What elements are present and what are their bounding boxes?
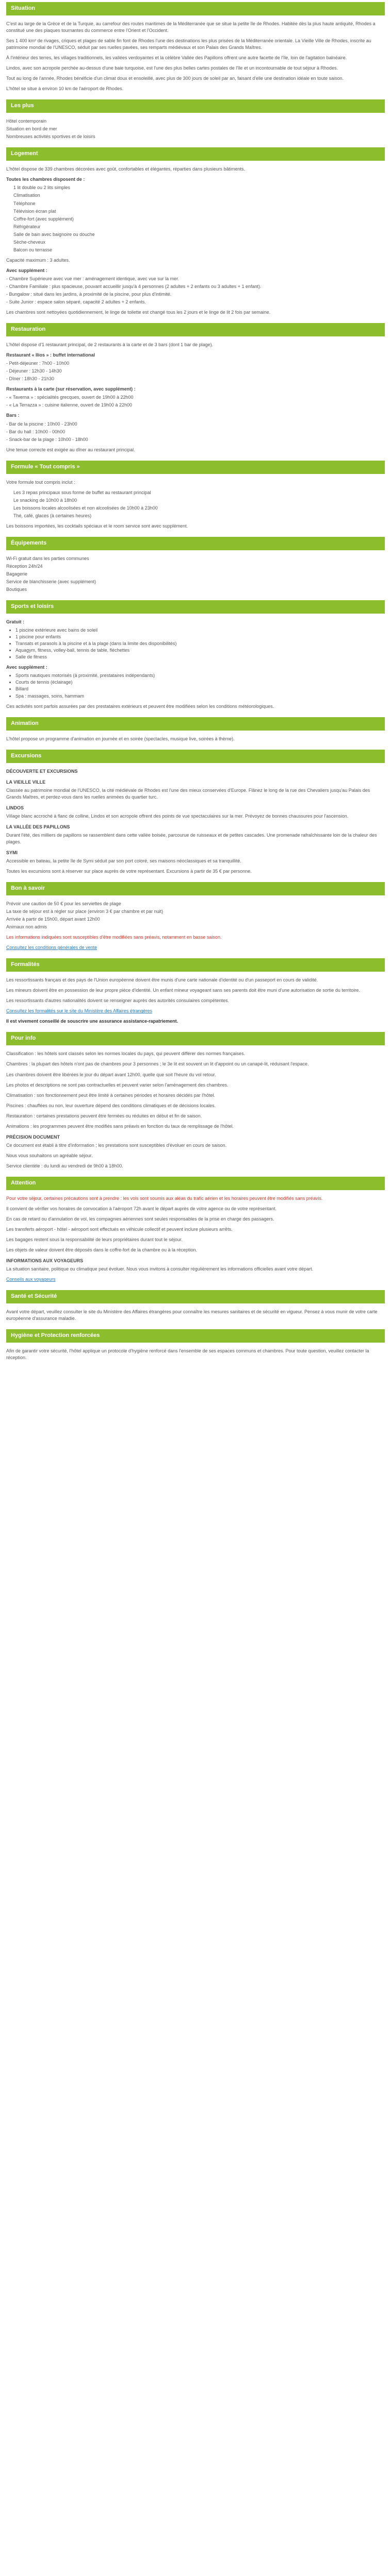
section-hygiene [6,1329,385,1361]
logement-item: Réfrigérateur [13,224,41,229]
les-plus-item: Hôtel contemporain [6,118,47,124]
les-plus-header: Les plus [6,99,385,113]
restaurant-hours: - Petit-déjeuner : 7h00 - 10h00 [6,361,70,366]
restaurant-title: Restaurant « Ilios » : buffet international [6,352,95,358]
section-logement [6,147,385,316]
excursion-title: LA VIEILLE VILLE [6,779,46,785]
hygiene-header: Hygiène et Protection renforcées [6,1329,385,1343]
situation-paragraph: Lindos, avec son acropole perchée au-dessus d'une baie turquoise, est l'une des plus belles cartes postales de l'île et un incontournable de tout séjour à Rhodes. [6,65,338,71]
excursion-title: SYMI [6,850,18,855]
excursion-text: Classée au patrimoine mondial de l'UNESCO, la cité médiévale de Rhodes est l'une des mieux conservées d'Europe. Flânez le long de la rue des Chevaliers jusqu'au Palais des Grands Maîtres, et perdez-vous dans les ruelles animées du quartier turc. [6,787,370,800]
logement-note: Les chambres sont nettoyées quotidiennement, le linge de toilette est changé tous les 2 jours et le linge de lit 2 fois par semaine. [6,310,271,315]
section-formalites [6,958,385,1025]
logement-item: Climatisation [13,193,40,198]
sports-note: Ces activités sont parfois assurées par des prestataires extérieurs et peuvent être modifiées selon les conditions météorologiques. [6,703,274,709]
bon-a-savoir-warning: Les informations indiquées sont susceptibles d'être modifiées sans préavis, notamment en basse saison. [6,935,222,940]
section-excursions [6,750,385,875]
equipement-item: Boutiques [6,587,27,592]
logement-capacity: Capacité maximum : 3 adultes. [6,257,70,263]
bon-a-savoir-header: Bon à savoir [6,882,385,895]
excursion-title: LA VALLÉE DES PAPILLONS [6,824,70,829]
excursions-note: Toutes les excursions sont à réserver sur place auprès de votre représentant. Excursions à partir de 35 € par personne. [6,869,252,874]
section-situation [6,2,385,92]
sports-paid-item: • Courts de tennis (éclairage) [15,679,385,686]
pour-info-paragraph: Restauration : certaines prestations peuvent être fermées ou réduites en début et fin de saison. [6,1113,202,1118]
section-equipements [6,537,385,593]
logement-item: Salle de bain avec baignoire ou douche [13,231,95,237]
formule-item: Thé, café, glaces (à certaines heures) [13,513,92,518]
equipement-item: Wi-Fi gratuit dans les parties communes [6,555,89,561]
pour-info-paragraph: Animations : les programmes peuvent être modifiés sans préavis en fonction du taux de remplissage de l'hôtel. [6,1123,234,1129]
sports-free-item: • Salle de fitness [15,654,385,660]
les-plus-item: Nombreuses activités sportives et de loisirs [6,134,95,140]
formalites-link[interactable]: Consultez les formalités sur le site du Ministère des Affaires étrangères [6,1008,152,1014]
bon-a-savoir-item: La taxe de séjour est à régler sur place (environ 3 € par chambre et par nuit) [6,909,164,914]
excursion-text: Accessible en bateau, la petite île de Symi séduit par son port coloré, ses maisons néoclassiques et sa tranquillité. [6,858,241,863]
animation-text: L'hôtel propose un programme d'animation en journée et en soirée (spectacles, musique live, soirées à thème). [6,736,235,741]
animation-header: Animation [6,717,385,731]
sports-paid-item: • Sports nautiques motorisés (à proximité, prestataires indépendants) [15,672,385,679]
bar-item: - Bar du hall : 10h00 - 00h00 [6,429,66,434]
sports-free-item: • 1 piscine extérieure avec bains de soleil [15,627,385,634]
excursion-text: Village blanc accroché à flanc de colline, Lindos et son acropole offrent des points de vue spectaculaires sur la mer. Prévoyez de bonnes chaussures pour l'ascension. [6,813,349,819]
pour-info-paragraph: Classification : les hôtels sont classés selon les normes locales du pays, qui peuvent différer des normes françaises. [6,1051,246,1057]
pour-info-paragraph: Les photos et descriptions ne sont pas contractuelles et peuvent varier selon l'aménagement des chambres. [6,1082,229,1088]
equipement-item: Bagagerie [6,571,28,577]
situation-paragraph: C'est au large de la Grèce et de la Turquie, au carrefour des routes maritimes de la Méditerranée que se situe la petite île de Rhodes. Habitée dès la plus haute antiquité, Rhodes a constitué une des plaques tournantes du commerce entre l'Orient et l'Occident. [6,21,376,33]
bon-a-savoir-item: Animaux non admis [6,924,47,930]
formalites-note: Il est vivement conseillé de souscrire une assurance assistance-rapatriement. [6,1019,178,1024]
formule-item: Les boissons locales alcoolisées et non alcoolisées de 10h00 à 23h00 [13,505,158,511]
formalites-intro: Les ressortissants français et des pays de l'Union européenne doivent être munis d'une carte nationale d'identité ou d'un passeport en cours de validité. [6,977,318,983]
section-animation [6,717,385,742]
logement-supplement: - Bungalow : situé dans les jardins, à proximité de la piscine, pour plus d'intimité. [6,292,172,297]
formule-item: Le snacking de 10h00 à 18h00 [13,497,77,503]
logement-item: Télévision écran plat [13,208,56,214]
sports-free-item: • 1 piscine pour enfants [15,634,385,640]
attention-paragraph: Les transferts aéroport - hôtel - aéroport sont effectués en véhicule collectif et peuvent inclure plusieurs arrêts. [6,1227,233,1232]
logement-item: Téléphone [13,200,36,206]
attention-paragraph: Les objets de valeur doivent être déposés dans le coffre-fort de la chambre ou à la réception. [6,1247,198,1253]
situation-paragraph: L'hôtel se situe à environ 10 km de l'aéroport de Rhodes. [6,86,124,92]
logement-supplement: - Chambre Familiale : plus spacieuse, pouvant accueillir jusqu'à 4 personnes (2 adultes + 2 enfants ou 3 adultes + 1 enfant). [6,283,262,289]
formule-header: Formule « Tout compris » [6,461,385,474]
sports-paid-title: Avec supplément : [6,665,47,670]
attention-info: La situation sanitaire, politique ou climatique peut évoluer. Nous vous invitons à consulter régulièrement les informations officielles avant votre départ. [6,1266,314,1272]
pour-info-contact: Service clientèle : du lundi au vendredi de 9h00 à 18h00. [6,1163,123,1168]
attention-header: Attention [6,1177,385,1190]
pour-info-paragraph: Les chambres doivent être libérées le jour du départ avant 12h00, quelle que soit l'heure du vol retour. [6,1072,216,1077]
alacarte-item: - « La Terrazza » : cuisine italienne, ouvert de 19h00 à 22h00 [6,402,132,408]
precision-text: Ce document est établi à titre d'information ; les prestations sont susceptibles d'évoluer en cours de saison. [6,1142,227,1148]
pour-info-closing: Nous vous souhaitons un agréable séjour. [6,1153,93,1158]
restauration-intro: L'hôtel dispose d'1 restaurant principal, de 2 restaurants à la carte et de 3 bars (dont 1 bar de plage). [6,342,214,348]
hygiene-text: Afin de garantir votre sécurité, l'hôtel applique un protocole d'hygiène renforcé dans l'ensemble de ses espaces communs et chambres. Pour toute question, veuillez contacter la réception. [6,1348,369,1361]
equipements-header: Équipements [6,537,385,550]
dress-code: Une tenue correcte est exigée au dîner au restaurant principal. [6,447,135,452]
formalites-other: Les ressortissants d'autres nationalités doivent se renseigner auprès des autorités consulaires compétentes. [6,998,229,1004]
section-attention [6,1177,385,1283]
precision-title: PRÉCISION DOCUMENT [6,1134,60,1140]
logement-standard-title: Toutes les chambres disposent de : [6,177,85,182]
excursions-header: Excursions [6,750,385,763]
situation-paragraph: Tout au long de l'année, Rhodes bénéficie d'un climat doux et ensoleillé, avec plus de 300 jours de soleil par an, faisant d'elle une destination idéale en toute saison. [6,76,344,81]
bon-a-savoir-item: Arrivée à partir de 15h00, départ avant 12h00 [6,917,100,922]
formule-item: Les 3 repas principaux sous forme de buffet au restaurant principal [13,489,151,495]
sports-free-item: • Transats et parasols à la piscine et à la plage (dans la limite des disponibilités) [15,640,385,647]
bon-a-savoir-item: Prévoir une caution de 50 € pour les serviettes de plage [6,901,121,907]
cgv-link[interactable]: Consultez les conditions générales de vente [6,945,97,951]
logement-item: Sèche-cheveux [13,239,46,245]
situation-paragraph: À l'intérieur des terres, les villages traditionnels, les vallées verdoyantes et la célèbre Vallée des Papillons offrent une autre facette de l'île, loin de l'agitation balnéaire. [6,55,347,61]
section-pour-info [6,1032,385,1170]
attention-paragraph: En cas de retard ou d'annulation de vol, les compagnies aériennes sont seules responsables de la prise en charge des passagers. [6,1216,274,1222]
logement-supplement: - Suite Junior : espace salon séparé, capacité 2 adultes + 2 enfants. [6,299,146,305]
attention-info-title: INFORMATIONS AUX VOYAGEURS [6,1258,84,1264]
bar-item: - Bar de la piscine : 10h00 - 23h00 [6,421,77,427]
logement-supplements-title: Avec supplément : [6,267,47,273]
restaurant-hours: - Déjeuner : 12h30 - 14h30 [6,368,62,374]
logement-intro: L'hôtel dispose de 339 chambres décorées avec goût, confortables et élégantes, réparties dans plusieurs bâtiments. [6,166,245,172]
sports-paid-item: • Spa : massages, soins, hammam [15,693,385,700]
sante-header: Santé et Sécurité [6,1290,385,1303]
logement-supplement: - Chambre Supérieure avec vue mer : aménagement identique, avec vue sur la mer. [6,276,180,281]
section-sante [6,1290,385,1322]
restauration-header: Restauration [6,323,385,336]
situation-paragraph: Ses 1 400 km² de rivages, criques et plages de sable fin font de Rhodes l'une des destinations les plus prisées de la Méditerranée orientale. La Vieille Ville de Rhodes, inscrite au patrimoine mondial de l'UNESCO, séduit par ses ruelles pavées, ses remparts médiévaux et son Palais des Grands Maîtres. [6,38,371,50]
sante-text: Avant votre départ, veuillez consulter le site du Ministère des Affaires étrangères pour connaître les mesures sanitaires et de sécurité en vigueur. Pensez à vous munir de votre carte européenne d'assurance maladie. [6,1309,378,1321]
alacarte-title: Restaurants à la carte (sur réservation, avec supplément) : [6,386,136,392]
section-formule [6,461,385,530]
logement-item: Coffre-fort (avec supplément) [13,216,74,222]
section-restauration [6,323,385,453]
logement-header: Logement [6,147,385,161]
pour-info-paragraph: Climatisation : son fonctionnement peut être limité à certaines périodes et horaires décidés par l'hôtel. [6,1092,215,1098]
section-sports [6,600,385,710]
logement-item: Balcon ou terrasse [13,247,53,252]
les-plus-item: Situation en bord de mer [6,126,57,132]
situation-header: Situation [6,2,385,15]
restaurant-hours: - Dîner : 18h30 - 21h30 [6,376,55,382]
attention-paragraph: Les bagages restent sous la responsabilité de leurs propriétaires durant tout le séjour. [6,1237,183,1243]
attention-paragraph: Pour votre séjour, certaines précautions sont à prendre : les vols sont soumis aux aléas du trafic aérien et les horaires peuvent être modifiés sans préavis. [6,1195,323,1201]
attention-paragraph: Il convient de vérifier vos horaires de convocation à l'aéroport 72h avant le départ auprès de votre agence ou de votre représentant. [6,1206,277,1211]
bar-item: - Snack-bar de la plage : 10h00 - 18h00 [6,436,88,442]
pour-info-header: Pour info [6,1032,385,1045]
equipement-item: Service de blanchisserie (avec supplément) [6,579,96,585]
sports-free-item: • Aquagym, fitness, volley-ball, tennis de table, fléchettes [15,647,385,654]
excursions-intro: DÉCOUVERTE ET EXCURSIONS [6,768,78,774]
sports-free-title: Gratuit : [6,619,24,625]
excursion-title: LINDOS [6,805,24,810]
sports-paid-item: • Billard [15,686,385,692]
formule-note: Les boissons importées, les cocktails spéciaux et le room service sont avec supplément. [6,523,188,529]
formalites-minors: Les mineurs doivent être en possession de leur propre pièce d'identité. Un enfant mineur voyageant sans ses parents doit être muni d'une autorisation de sortie du territoire. [6,988,360,993]
excursion-text: Durant l'été, des milliers de papillons se rassemblent dans cette vallée boisée, parcourue de ruisseaux et de petites cascades. Une promenade rafraîchissante loin de la chaleur des plages. [6,832,377,844]
section-les-plus [6,99,385,140]
conseils-link[interactable]: Conseils aux voyageurs [6,1277,56,1282]
pour-info-paragraph: Piscines : chauffées ou non, leur ouverture dépend des conditions climatiques et de décisions locales. [6,1103,216,1108]
pour-info-paragraph: Chambres : la plupart des hôtels n'ont pas de chambres pour 3 personnes ; le 3e lit est souvent un lit d'appoint ou un canapé-lit, réduisant l'espace. [6,1061,309,1067]
sports-header: Sports et loisirs [6,600,385,614]
bars-title: Bars : [6,413,20,418]
section-bon-a-savoir [6,882,385,951]
formule-intro: Votre formule tout compris inclut : [6,479,75,485]
logement-item: 1 lit double ou 2 lits simples [13,185,71,191]
formalites-header: Formalités [6,958,385,972]
equipement-item: Réception 24h/24 [6,563,43,569]
alacarte-item: - « Taverna » : spécialités grecques, ouvert de 19h00 à 22h00 [6,395,134,400]
